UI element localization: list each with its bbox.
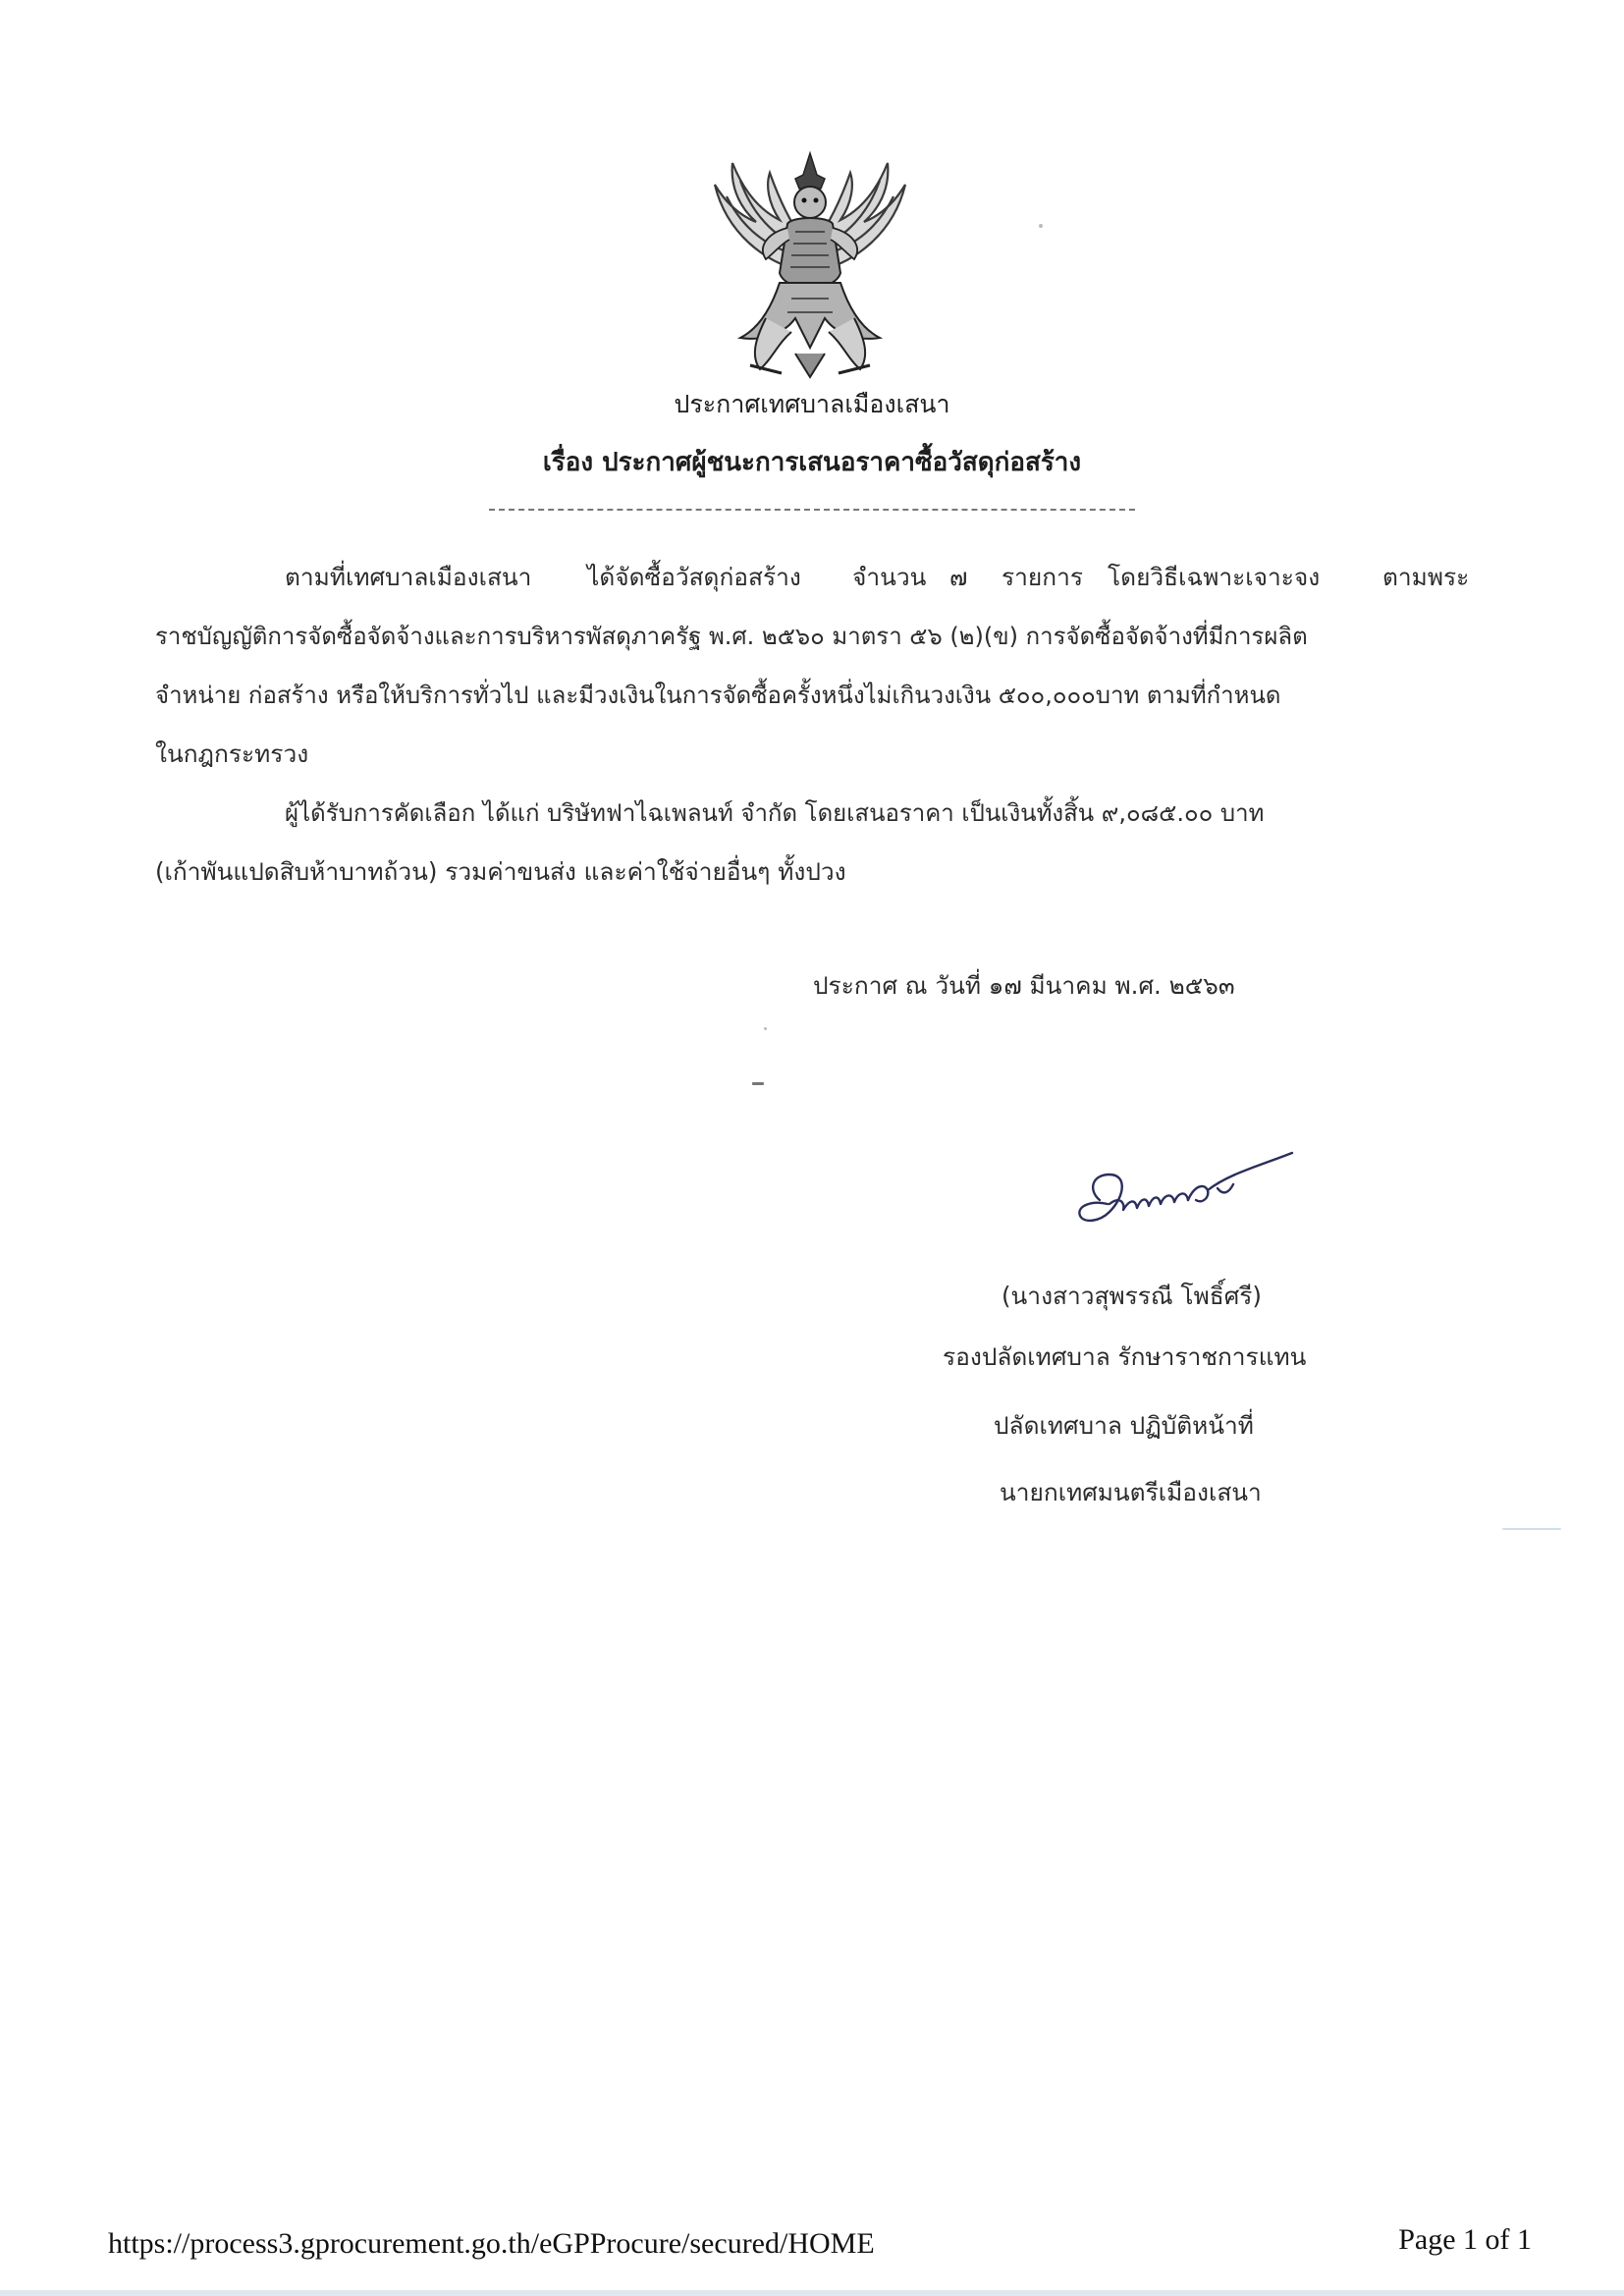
p2-line-2: (เก้าพันแปดสิบห้าบาทถ้วน) รวมค่าขนส่ง และค่าใช้จ่ายอื่นๆ ทั้งปวง (155, 857, 846, 886)
p1-l1-word-7: ตามพระ (1382, 563, 1470, 591)
scan-speck (752, 1082, 764, 1085)
signatory-position-3: นายกเทศมนตรีเมืองเสนา (1000, 1478, 1262, 1506)
scan-speck (1039, 224, 1043, 228)
scan-speck (1502, 1528, 1561, 1530)
p1-l1-word-6: โดยวิธีเฉพาะเจาะจง (1108, 563, 1321, 591)
header-divider (489, 509, 1135, 511)
p1-l1-word-4: ๗ (949, 563, 968, 591)
subject-title: เรื่อง ประกาศผู้ชนะการเสนอราคาซื้อวัสดุก่อสร้าง (542, 448, 1082, 477)
p1-l1-word-5: รายการ (1001, 563, 1084, 591)
page-bottom-edge (0, 2290, 1624, 2296)
garuda-emblem-icon (697, 145, 923, 381)
scan-speck (764, 1027, 767, 1030)
p1-line-2: ราชบัญญัติการจัดซื้อจัดจ้างและการบริหารพัสดุภาครัฐ พ.ศ. ๒๕๖๐ มาตรา ๕๖ (๒)(ข) การจัดซื้อจัดจ้างที่มีการผลิต (155, 623, 1308, 650)
signatory-position-2: ปลัดเทศบาล ปฏิบัติหน้าที่ (994, 1411, 1254, 1440)
signatory-position-1: รองปลัดเทศบาล รักษาราชการแทน (943, 1342, 1307, 1371)
signatory-name: (นางสาวสุพรรณี โพธิ์ศรี) (1001, 1282, 1262, 1310)
p1-line-3: จำหน่าย ก่อสร้าง หรือให้บริการทั่วไป และมีวงเงินในการจัดซื้อครั้งหนึ่งไม่เกินวงเงิน ๕๐๐,๐๐๐บาท ตามที่กำหนด (155, 682, 1281, 709)
p1-l1-word-3: จำนวน (852, 563, 927, 591)
organization-title: ประกาศเทศบาลเมืองเสนา (674, 390, 950, 418)
p1-line-4: ในกฎกระทรวง (155, 739, 309, 768)
announce-date: ประกาศ ณ วันที่ ๑๗ มีนาคม พ.ศ. ๒๕๖๓ (813, 971, 1235, 1000)
footer-page-number: Page 1 of 1 (1398, 2223, 1532, 2256)
footer-url: https://process3.gprocurement.go.th/eGPProcure/secured/HOME (108, 2227, 875, 2260)
p2-line-1: ผู้ได้รับการคัดเลือก ได้แก่ บริษัทฟาไฉเพลนท์ จำกัด โดยเสนอราคา เป็นเงินทั้งสิ้น ๙,๐๘๕.๐๐ บาท (285, 799, 1265, 827)
p1-l1-word-2: ได้จัดซื้อวัสดุก่อสร้าง (587, 563, 801, 591)
p1-l1-word-1: ตามที่เทศบาลเมืองเสนา (285, 563, 532, 591)
handwritten-signature (1070, 1131, 1298, 1247)
